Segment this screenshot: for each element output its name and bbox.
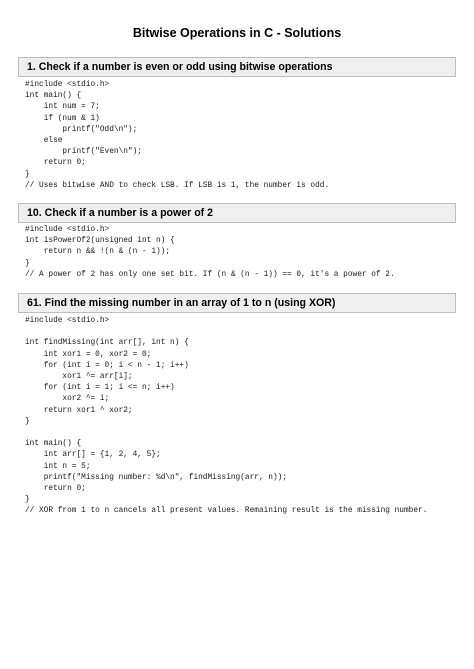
section-power-of-two xyxy=(18,203,456,281)
code-block: #include <stdio.h> int findMissing(int arr[], int n) { int xor1 = 0, xor2 = 0; for (int i = 0; i < n - 1; i++) xor1 ^= arr[i]; for (int i = 1; i <= n; i++) xor2 ^= i; return xor1 ^ xor2; } int main() { int arr[] = {1, 2, 4, 5}; int n = 5; printf("Missing number: %d\n", findMissing(arr, n)); return 0; } // XOR from 1 to n cancels all present values. Remaining result is the missing number. xyxy=(25,317,428,516)
section-heading: 61. Find the missing number in an array of 1 to n (using XOR) xyxy=(18,293,456,313)
code-block: #include <stdio.h> int main() { int num = 7; if (num & 1) printf("Odd\n"); else printf("Even\n"); return 0; } // Uses bitwise AND to check LSB. If LSB is 1, the number is odd. xyxy=(25,81,330,190)
page-title: Bitwise Operations in C - Solutions xyxy=(132,26,342,40)
section-heading: 1. Check if a number is even or odd using bitwise operations xyxy=(18,57,456,77)
code-block: #include <stdio.h> int isPowerOf2(unsigned int n) { return n && !(n & (n - 1)); } // A power of 2 has only one set bit. If (n & (n - 1)) == 0, it's a power of 2. xyxy=(25,226,395,279)
section-missing-number xyxy=(18,293,456,518)
section-heading: 10. Check if a number is a power of 2 xyxy=(18,203,456,223)
section-even-odd xyxy=(18,57,456,192)
